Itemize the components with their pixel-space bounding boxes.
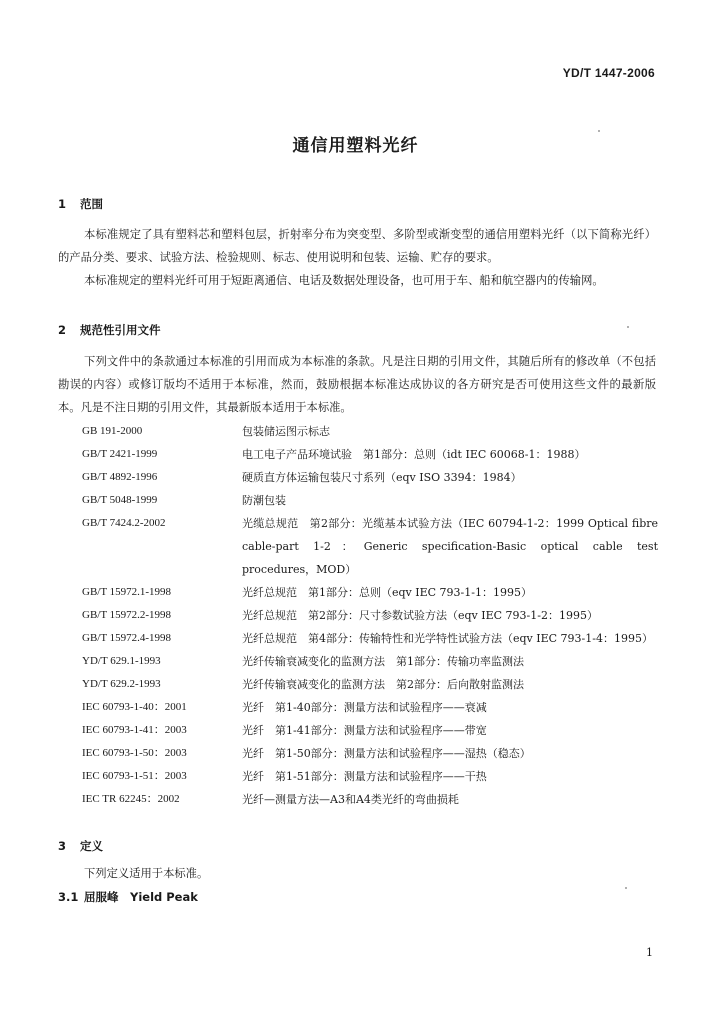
reference-code: GB/T 15972.2-1998 [82,609,172,621]
subsection-3-1-heading [58,889,198,905]
reference-item [82,788,658,811]
normative-intro: 下列文件中的条款通过本标准的引用而成为本标准的条款。凡是注日期的引用文件，其随后所有的修改单（不包括勘误的内容）或修订版均不适用于本标准，然而，鼓励根据本标准达成协议的各方研究是否可使用这些文件的最新版本。凡是不注日期的引用文件，其最新版本适用于本标准。 [58,355,656,414]
reference-code: IEC 60793-1-40：2001 [82,701,187,713]
reference-item [82,719,658,742]
section-3-heading [58,838,103,854]
reference-title: 光纤 第1-41部分：测量方法和试验程序——带宽 [242,724,487,737]
reference-title: 光纤 第1-50部分：测量方法和试验程序——湿热（稳态） [242,747,531,760]
scan-speck [625,887,627,889]
reference-title: 包装储运图示标志 [242,425,330,438]
reference-title: 光纤总规范 第1部分：总则（eqv IEC 793-1-1：1995） [242,586,532,599]
reference-item [82,765,658,788]
section-number: 2 [58,323,67,337]
reference-item [82,604,658,627]
standard-number: YD/T 1447-2006 [562,66,655,80]
reference-title: 电工电子产品环境试验 第1部分：总则（idt IEC 60068-1：1988） [242,448,586,461]
scope-paragraph-2: 本标准规定的塑料光纤可用于短距离通信、电话及数据处理设备，也可用于车、船和航空器内的传输网。 [84,274,604,287]
reference-code: IEC TR 62245：2002 [82,793,180,805]
reference-list [82,420,658,811]
reference-code: GB/T 7424.2-2002 [82,517,166,529]
section-1-heading [58,196,103,212]
reference-code: GB/T 15972.4-1998 [82,632,172,644]
reference-title: 光纤 第1-40部分：测量方法和试验程序——衰减 [242,701,487,714]
document-title: 通信用塑料光纤 [292,136,419,156]
reference-item [82,443,658,466]
reference-code: IEC 60793-1-50：2003 [82,747,187,759]
scan-speck [598,130,600,132]
section-title: 范围 [80,197,103,211]
subsection-number: 3.1 [58,890,79,904]
reference-title: 硬质直方体运输包装尺寸系列（eqv ISO 3394：1984） [242,471,522,484]
reference-item [82,466,658,489]
reference-code: YD/T 629.2-1993 [82,678,161,690]
reference-item [82,627,658,650]
reference-code: IEC 60793-1-51：2003 [82,770,187,782]
section-title: 规范性引用文件 [80,323,161,337]
reference-item [82,650,658,673]
reference-title: 光纤传输衰减变化的监测方法 第2部分：后向散射监测法 [242,678,524,691]
reference-item [82,696,658,719]
reference-code: GB/T 2421-1999 [82,448,158,460]
reference-code: GB/T 4892-1996 [82,471,158,483]
reference-title: 光纤—测量方法—A3和A4类光纤的弯曲损耗 [242,793,459,806]
reference-code: GB/T 5048-1999 [82,494,158,506]
definitions-intro: 下列定义适用于本标准。 [84,867,209,880]
reference-code: GB 191-2000 [82,425,143,437]
reference-item [82,420,658,443]
section-title: 定义 [80,839,103,853]
reference-title: 光纤 第1-51部分：测量方法和试验程序——干热 [242,770,487,783]
reference-item [82,489,658,512]
reference-title: 光纤传输衰减变化的监测方法 第1部分：传输功率监测法 [242,655,524,668]
reference-title: 光纤总规范 第2部分：尺寸参数试验方法（eqv IEC 793-1-2：1995） [242,609,598,622]
scan-speck [627,326,629,328]
reference-item [82,673,658,696]
reference-item [82,512,658,581]
scope-paragraph-1: 本标准规定了具有塑料芯和塑料包层，折射率分布为突变型、多阶型或渐变型的通信用塑料光纤（以下简称光纤）的产品分类、要求、试验方法、检验规则、标志、使用说明和包装、运输、贮存的要求。 [58,228,656,264]
reference-item [82,581,658,604]
section-number: 1 [58,197,67,211]
section-number: 3 [58,839,67,853]
section-2-heading [58,322,161,338]
reference-code: GB/T 15972.1-1998 [82,586,172,598]
reference-title: 光纤总规范 第4部分：传输特性和光学特性试验方法（eqv IEC 793-1-4：1995） [242,632,653,645]
reference-item [82,742,658,765]
subsection-title: 屈服峰 Yield Peak [84,890,198,904]
reference-code: IEC 60793-1-41：2003 [82,724,187,736]
reference-title: 防潮包装 [242,494,286,507]
reference-code: YD/T 629.1-1993 [82,655,161,667]
page-number: 1 [646,946,653,959]
reference-title: 光缆总规范 第2部分：光缆基本试验方法（IEC 60794-1-2：1999 Optical fibre cable-part 1-2：Generic specification-Basic optical cable test procedures，MOD） [242,517,658,576]
